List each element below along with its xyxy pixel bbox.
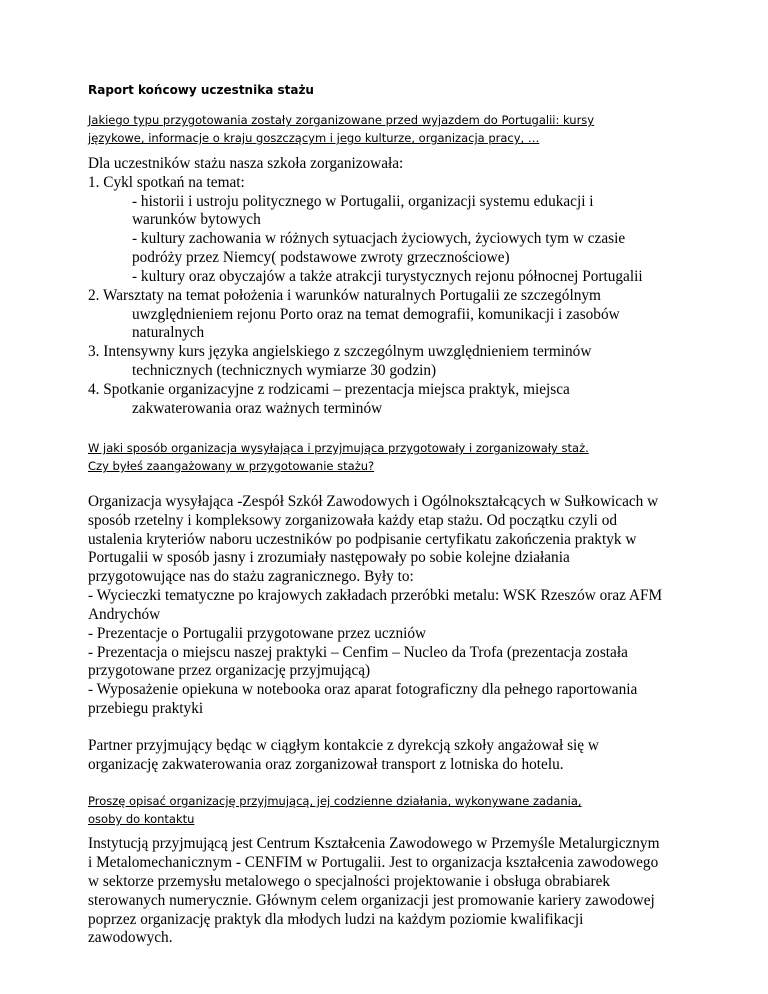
- answer-4-line: sterowanych numerycznie. Głównym celem organizacji jest promowanie kariery zawodowej: [88, 892, 655, 909]
- answer-1-line: - kultury zachowania w różnych sytuacjach życiowych, życiowych tym w czasie: [132, 230, 626, 247]
- answer-2-line: Organizacja wysyłająca -Zespół Szkół Zawodowych i Ogólnokształcących w Sułkowicach w: [88, 493, 659, 510]
- answer-2-line: przygotowujące nas do stażu zagranicznego. Były to:: [88, 568, 414, 585]
- answer-4-line: zawodowych.: [88, 929, 173, 946]
- answer-4-line: Instytucją przyjmującą jest Centrum Kształcenia Zawodowego w Przemyśle Metalurgicznym: [88, 835, 660, 852]
- answer-2-line: przebiegu praktyki: [88, 700, 204, 717]
- answer-1-line: 2. Warsztaty na temat położenia i warunków naturalnych Portugalii ze szczególnym: [88, 287, 601, 304]
- question-2-line-1: W jaki sposób organizacja wysyłająca i przyjmująca przygotowały i zorganizowały staż.: [88, 441, 589, 455]
- answer-1-line: podróży przez Niemcy( podstawowe zwroty grzecznościowe): [132, 249, 510, 266]
- answer-1-line: naturalnych: [132, 324, 205, 341]
- answer-2-line: - Prezentacja o miejscu naszej praktyki – Cenfim – Nucleo da Trofa (prezentacja została: [88, 644, 628, 661]
- question-1-line-2: językowe, informacje o kraju goszczącym i jego kulturze, organizacja pracy, …: [88, 131, 540, 145]
- answer-1-line: 4. Spotkanie organizacyjne z rodzicami – prezentacja miejsca praktyk, miejsca: [88, 381, 570, 398]
- answer-1-line: uwzględnieniem rejonu Porto oraz na temat demografii, komunikacji i zasobów: [132, 306, 620, 323]
- answer-2-line: sposób rzetelny i kompleksowy zorganizowała każdy etap stażu. Od początku czyli od: [88, 512, 617, 529]
- answer-4-line: poprzez organizację praktyk dla młodych ludzi na każdym poziomie kwalifikacji: [88, 911, 584, 928]
- answer-2-line: Andrychów: [88, 606, 161, 623]
- answer-1-line: technicznych (technicznych wymiarze 30 godzin): [132, 362, 437, 379]
- document-title: Raport końcowy uczestnika stażu: [88, 83, 314, 97]
- answer-2-line: - Wyposażenie opiekuna w notebooka oraz aparat fotograficzny dla pełnego raportowania: [88, 681, 638, 698]
- question-2-line-2: Czy byłeś zaangażowany w przygotowanie stażu?: [88, 459, 375, 473]
- answer-1-line: - historii i ustroju politycznego w Portugalii, organizacji systemu edukacji i: [132, 193, 594, 210]
- question-1-line-1: Jakiego typu przygotowania zostały zorganizowane przed wyjazdem do Portugalii: kursy: [88, 113, 595, 127]
- answer-2-line: ustalenia kryteriów naboru uczestników po podpisanie certyfikatu zakończenia praktyk w: [88, 531, 637, 548]
- answer-2-line: Portugalii w sposób jasny i zrozumiały następowały po sobie kolejne działania: [88, 549, 570, 566]
- answer-1-line: Dla uczestników stażu nasza szkoła zorganizowała:: [88, 155, 404, 172]
- answer-1-line: 3. Intensywny kurs języka angielskiego z szczególnym uwzględnieniem terminów: [88, 343, 592, 360]
- answer-1-line: zakwaterowania oraz ważnych terminów: [132, 400, 383, 417]
- answer-1-line: warunków bytowych: [132, 211, 261, 228]
- answer-3-line: organizację zakwaterowania oraz zorganizował transport z lotniska do hotelu.: [88, 756, 564, 773]
- answer-2-line: - Prezentacje o Portugalii przygotowane przez uczniów: [88, 625, 427, 642]
- answer-2-line: przygotowane przez organizację przyjmującą): [88, 662, 371, 679]
- answer-3-line: Partner przyjmujący będąc w ciągłym kontakcie z dyrekcją szkoły angażował się w: [88, 737, 599, 754]
- answer-2-line: - Wycieczki tematyczne po krajowych zakładach przeróbki metalu: WSK Rzeszów oraz AFM: [88, 587, 663, 604]
- answer-1-line: 1. Cykl spotkań na temat:: [88, 174, 245, 191]
- answer-4-line: w sektorze przemysłu metalowego o specjalności projektowanie i obsługa obrabiarek: [88, 873, 611, 890]
- question-3-line-2: osoby do kontaktu: [88, 812, 195, 826]
- answer-1-line: - kultury oraz obyczajów a także atrakcji turystycznych rejonu północnej Portugalii: [132, 268, 643, 285]
- answer-4-line: i Metalomechanicznym - CENFIM w Portugalii. Jest to organizacja kształcenia zawodowego: [88, 854, 659, 871]
- question-3-line-1: Proszę opisać organizację przyjmującą, jej codzienne działania, wykonywane zadania,: [88, 794, 582, 808]
